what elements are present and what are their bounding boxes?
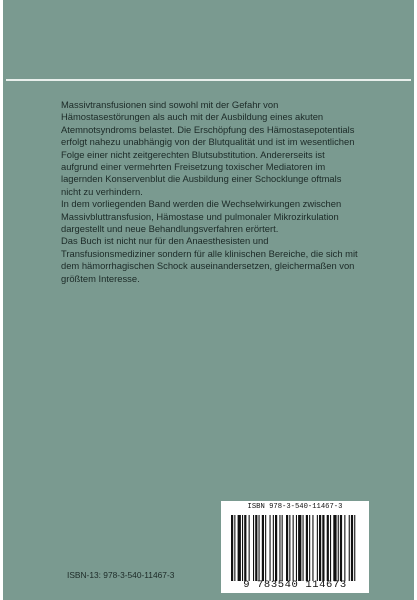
barcode-bar <box>249 515 250 581</box>
barcode-box <box>221 501 369 593</box>
barcode-bar <box>286 515 288 581</box>
barcode-bar <box>244 515 246 581</box>
barcode-bar <box>303 515 304 581</box>
barcode-bar <box>317 515 318 581</box>
barcode-bar <box>330 515 331 581</box>
barcode-bar <box>319 515 321 581</box>
barcode-bar <box>344 515 345 581</box>
blurb-text <box>61 99 361 285</box>
barcode-bar <box>265 515 266 581</box>
blurb-paragraph-2: In dem vorliegenden Band werden die Wechselwirkungen zwischen Massivbluttransfusion, Hämostase und pulmonaler Mikrozirkulation dargestellt und neue Behandlungsverfahren erörtert. <box>61 198 342 235</box>
barcode-bar <box>349 515 350 581</box>
barcode-bar <box>238 515 241 581</box>
barcode-isbn-label: ISBN 978-3-540-11467-3 <box>247 503 343 511</box>
barcode-bar <box>289 515 290 581</box>
barcode-bar <box>262 515 264 581</box>
barcode-bar <box>273 515 274 581</box>
horizontal-rule <box>6 79 411 81</box>
barcode-bars <box>229 515 359 581</box>
barcode-bar <box>340 515 342 581</box>
barcode-digits: 9 783540 114673 <box>243 579 347 591</box>
barcode-bar <box>279 515 280 581</box>
blurb-paragraph-1: Massivtransfusionen sind sowohl mit der Gefahr von Hämostasestörungen als auch mit der Ausbildung eines akuten Atemnotsyndroms belastet. Die Erschöpfung des Hämostasepotentials erfolgt nahezu unabhängig von der Blutqualität und ist im wesentlichen Folge einer nicht zeitgerechten Blutsubstitution. Andererseits ist aufgrund einer vermehrten Freisetzung toxischer Mediatoren im lagernden Konservenblut die Ausbildung einer Schocklunge oftmals nicht zu verhindern. <box>61 99 355 197</box>
barcode-bar <box>322 515 324 581</box>
book-back-cover <box>3 0 414 600</box>
barcode-bar <box>338 515 339 581</box>
barcode-bar <box>351 515 353 581</box>
blurb-paragraph-3: Das Buch ist nicht nur für den Anaesthesisten und Transfusionsmediziner sondern für alle klinischen Bereiche, die sich mit dem hämorrhagischen Schock auseinandersetzen, gleichermaßen von größtem Interesse. <box>61 235 358 284</box>
barcode-bar <box>270 515 271 581</box>
barcode-bar <box>293 515 294 581</box>
barcode-bar <box>259 515 260 581</box>
barcode-bar <box>275 515 277 581</box>
barcode-bar <box>333 515 336 581</box>
barcode-bar <box>309 515 310 581</box>
barcode-bar <box>242 515 243 581</box>
barcode-bar <box>354 515 355 581</box>
barcode-bar <box>282 515 283 581</box>
barcode-bar <box>296 515 297 581</box>
barcode-bar <box>306 515 308 581</box>
barcode-bar <box>255 515 257 581</box>
barcode-bar <box>231 515 233 581</box>
barcode-bar <box>327 515 329 581</box>
barcode-bar <box>298 515 301 581</box>
barcode-bar <box>312 515 313 581</box>
barcode-bar <box>234 515 235 581</box>
barcode-bar <box>253 515 254 581</box>
isbn-13-label: ISBN-13: 978-3-540-11467-3 <box>67 570 175 580</box>
